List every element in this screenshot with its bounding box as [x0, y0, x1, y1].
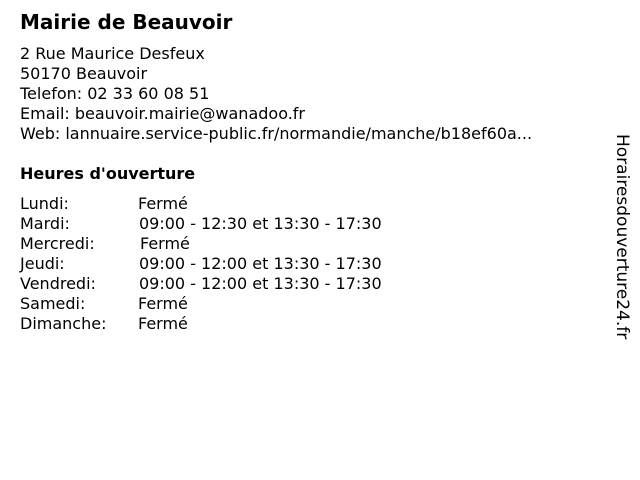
day-label: Jeudi: — [20, 254, 65, 273]
day-hours: Fermé — [138, 294, 188, 313]
day-label: Samedi: — [20, 294, 86, 313]
postal-city: 50170 Beauvoir — [20, 64, 148, 83]
contact-block — [20, 44, 532, 144]
day-hours: Fermé — [138, 314, 188, 333]
day-label: Mercredi: — [20, 234, 95, 253]
street-address: 2 Rue Maurice Desfeux — [20, 44, 205, 63]
day-label: Mardi: — [20, 214, 70, 233]
day-hours: 09:00 - 12:30 et 13:30 - 17:30 — [139, 214, 382, 233]
phone-number: Telefon: 02 33 60 08 51 — [20, 84, 210, 103]
day-hours: Fermé — [140, 234, 190, 253]
day-label: Dimanche: — [20, 314, 107, 333]
email-address: Email: beauvoir.mairie@wanadoo.fr — [20, 104, 305, 123]
day-hours: Fermé — [138, 194, 188, 213]
day-label: Lundi: — [20, 194, 69, 213]
side-watermark — [612, 134, 634, 374]
hours-heading: Heures d'ouverture — [20, 164, 196, 183]
page-title: Mairie de Beauvoir — [20, 10, 233, 34]
website-link: Web: lannuaire.service-public.fr/normandie/manche/b18ef60a... — [20, 124, 533, 143]
day-hours: 09:00 - 12:00 et 13:30 - 17:30 — [139, 254, 382, 273]
day-label: Vendredi: — [20, 274, 96, 293]
day-hours: 09:00 - 12:00 et 13:30 - 17:30 — [139, 274, 382, 293]
brand-watermark-text: Horairesdouverture24.fr — [612, 134, 632, 340]
